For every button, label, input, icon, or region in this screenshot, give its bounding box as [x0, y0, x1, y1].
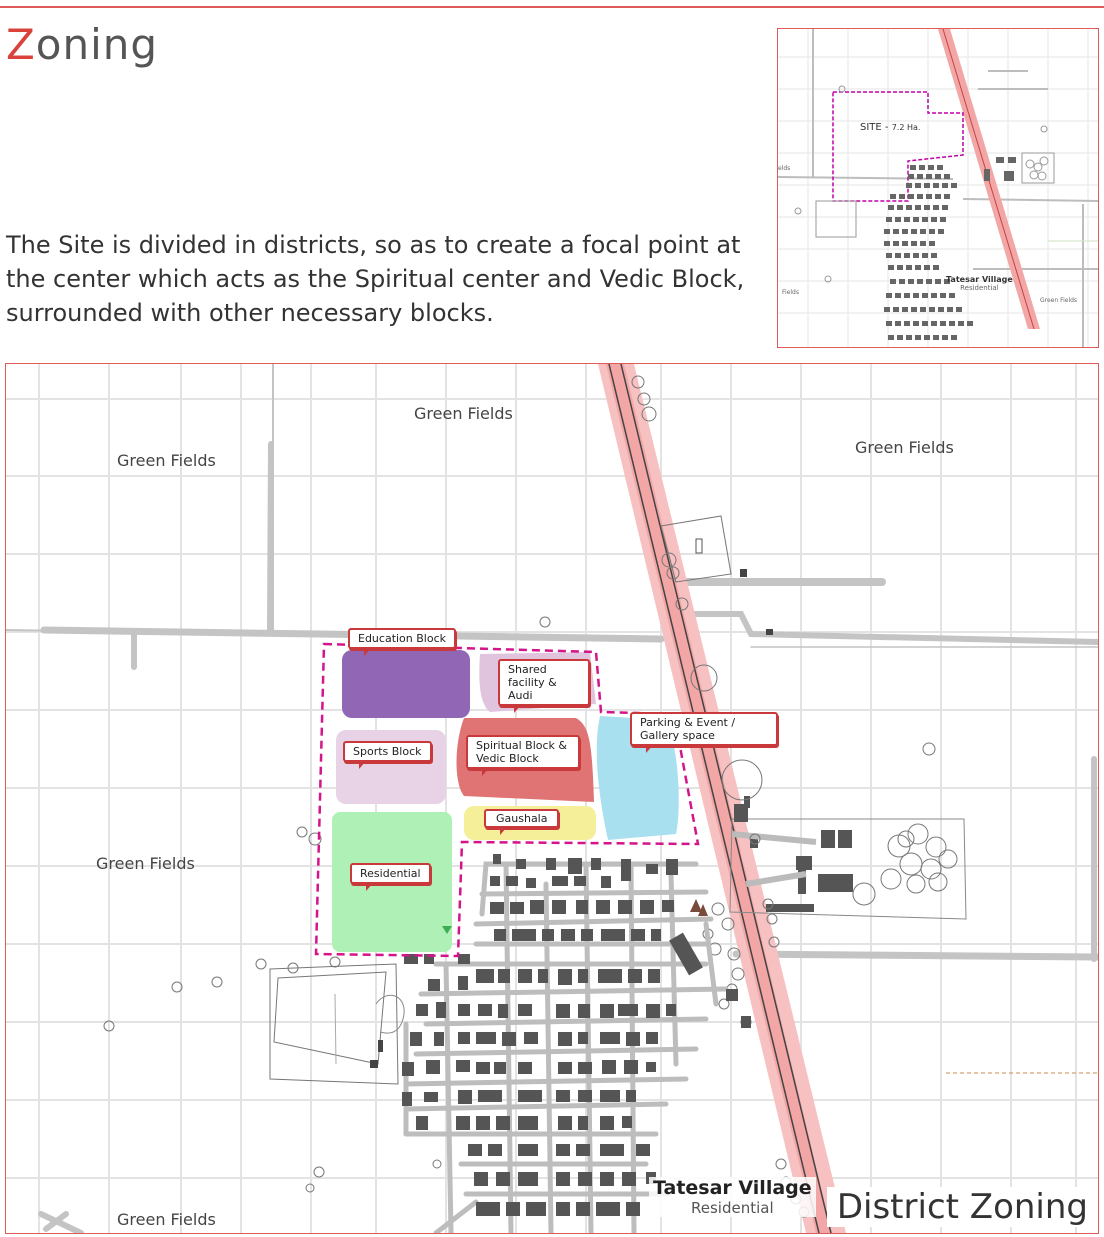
- callout-parking: [630, 712, 778, 746]
- green-fields-label-top-center: Green Fields: [414, 404, 513, 423]
- callout-residential: [350, 863, 431, 884]
- callout-gaushala-text: Gaushala: [496, 812, 548, 825]
- top-rule: [0, 6, 1104, 8]
- callout-shared-facility: [498, 659, 590, 706]
- callout-spiritual-block: [466, 735, 580, 769]
- main-map-drawing: [6, 364, 1098, 1233]
- inset-village-name: Tatesar Village: [946, 275, 1013, 284]
- map-caption: District Zoning: [827, 1187, 1088, 1227]
- inset-key-map: [777, 28, 1099, 348]
- callout-shared-text: Shared facility & Audi: [508, 663, 557, 702]
- village-label: [649, 1177, 816, 1217]
- callout-gaushala: [484, 809, 559, 828]
- inset-site-area: 7.2 Ha.: [891, 123, 921, 132]
- inset-site-label: [860, 122, 920, 133]
- village-name: Tatesar Village: [653, 1177, 812, 1199]
- callout-residential-text: Residential: [360, 867, 421, 880]
- intro-paragraph: The Site is divided in districts, so as to create a focal point at the center which acts as the Spiritual center and Vedic Block, surrounded with other necessary blocks.: [6, 231, 745, 327]
- callout-sports-text: Sports Block: [353, 745, 422, 758]
- callout-spiritual-text: Spiritual Block & Vedic Block: [476, 739, 568, 765]
- green-fields-label-bottom-left: Green Fields: [117, 1210, 216, 1229]
- callout-education-text: Education Block: [358, 632, 447, 645]
- green-fields-label-top-right: Green Fields: [855, 438, 954, 457]
- callout-education-block: [348, 628, 456, 649]
- green-fields-label-top-left: Green Fields: [117, 451, 216, 470]
- callout-sports-block: [343, 741, 432, 762]
- village-sub: Residential: [691, 1199, 774, 1217]
- inset-fields-bottom-left: Fields: [782, 289, 799, 296]
- inset-village-sub: Residential: [960, 284, 999, 292]
- callout-parking-text: Parking & Event / Gallery space: [640, 716, 736, 742]
- zone-education: [342, 650, 470, 718]
- inset-fields-right: Green Fields: [1040, 297, 1078, 304]
- inset-fields-left: elds: [778, 165, 791, 172]
- temple-marker-1: [690, 899, 702, 912]
- title-rest: oning: [35, 20, 159, 69]
- district-zoning-map: [5, 363, 1099, 1234]
- green-fields-label-mid-left: Green Fields: [96, 854, 195, 873]
- inset-village-label: [946, 276, 1013, 292]
- inset-site-text: SITE -: [860, 122, 889, 133]
- title-first-letter: Z: [6, 20, 36, 69]
- page-title: [6, 20, 158, 69]
